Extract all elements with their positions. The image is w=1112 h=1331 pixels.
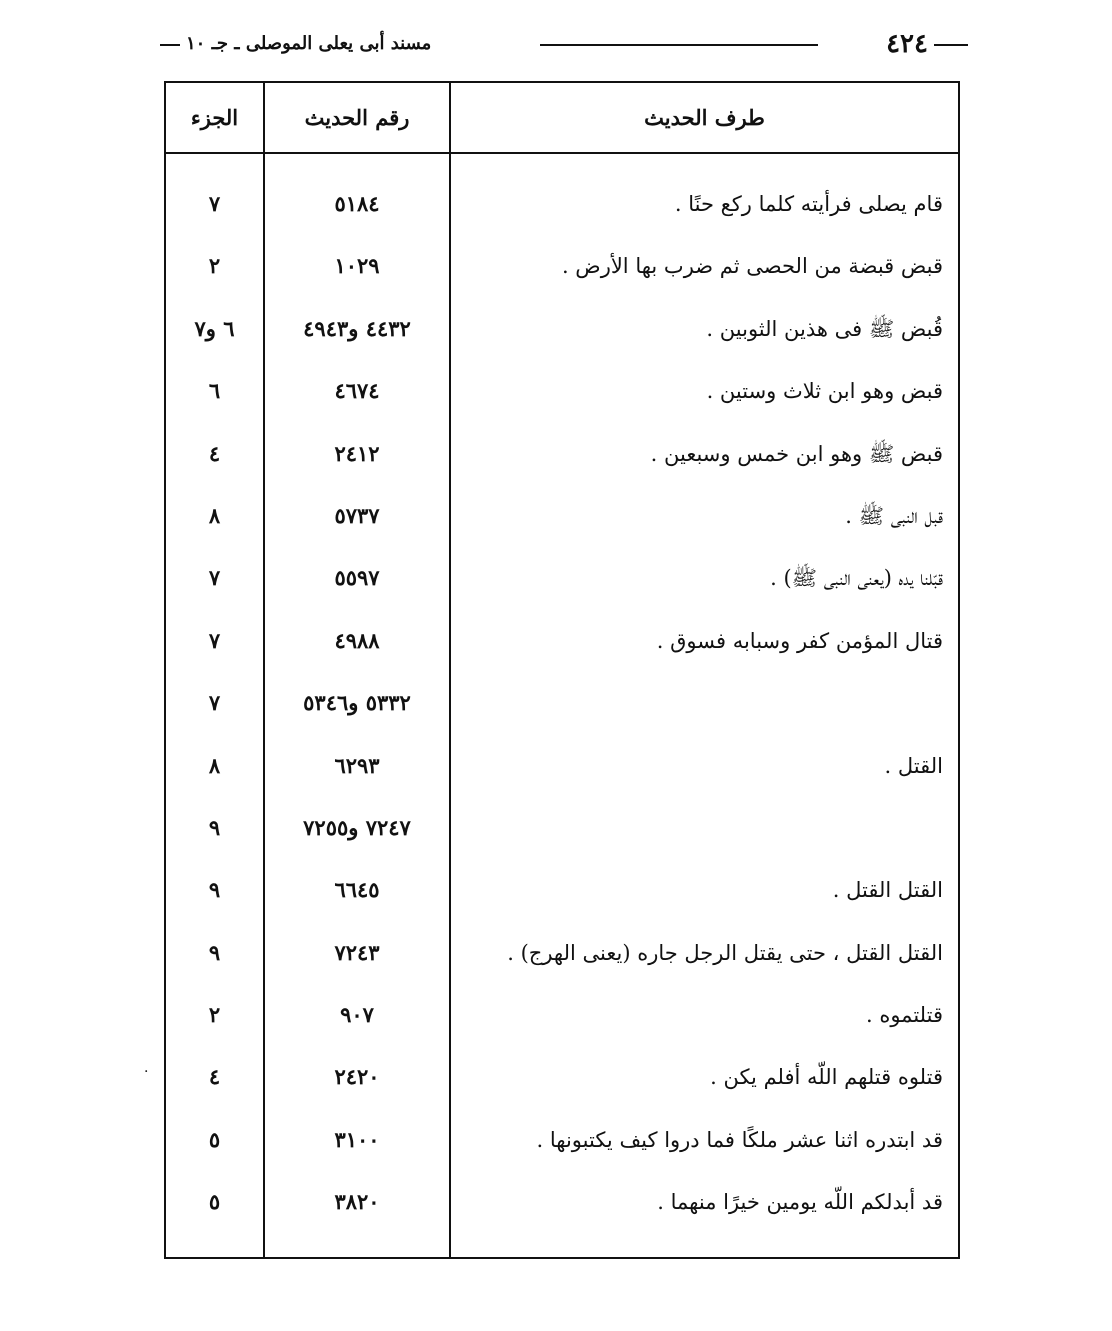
- part-cell: ٤: [208, 440, 221, 466]
- table-row: [166, 547, 958, 609]
- hadith-number-cell: ٤٦٧٤: [334, 378, 380, 404]
- table-row: [166, 360, 958, 422]
- hadith-number-cell: ٢٤٢٠: [334, 1064, 380, 1090]
- hadith-number-cell: ٦٦٤٥: [334, 877, 380, 903]
- part-cell: ٩: [208, 877, 221, 903]
- part-cell: ٥: [208, 1126, 221, 1152]
- part-cell: ٩: [208, 939, 221, 965]
- table-row: [166, 984, 958, 1046]
- hadith-number-cell: ٧٢٤٧ و٧٢٥٥: [303, 814, 411, 840]
- hadith-number-cell: ٦٢٩٣: [334, 752, 380, 778]
- hadith-number-cell: ٣١٠٠: [334, 1126, 380, 1152]
- table-row: [166, 298, 958, 360]
- header-rule-left: [160, 44, 180, 46]
- part-cell: ٧: [208, 627, 221, 653]
- header-rule-middle: [540, 44, 818, 46]
- hadith-number-cell: ٧٢٤٣: [334, 939, 380, 965]
- header-rule-right: [934, 44, 968, 46]
- table-row: [166, 859, 958, 921]
- part-cell: ٨: [208, 752, 221, 778]
- part-cell: ٩: [208, 814, 221, 840]
- part-cell: ٨: [208, 502, 221, 528]
- hadith-index-table: [164, 81, 960, 1259]
- hadith-number-cell: ٤٩٨٨: [334, 627, 380, 653]
- table-row: [166, 672, 958, 734]
- table-row: [166, 1171, 958, 1233]
- header-hadith-number: رقم الحديث: [304, 105, 410, 130]
- hadith-number-cell: ٤٤٣٢ و٤٩٤٣: [303, 315, 411, 341]
- hadith-text-cell: قتلتموه .: [865, 1003, 943, 1028]
- running-header: [160, 26, 968, 62]
- table-row: [166, 797, 958, 859]
- header-divider: [166, 152, 958, 154]
- stray-mark: ·: [144, 1064, 149, 1080]
- hadith-number-cell: ٥٧٣٧: [334, 502, 380, 528]
- table-row: [166, 1109, 958, 1171]
- part-cell: ٧: [208, 191, 221, 216]
- page-number: ٤٢٤: [886, 29, 928, 59]
- table-row: [166, 922, 958, 984]
- part-cell: ٦: [208, 378, 221, 404]
- hadith-text-cell: قُبض ﷺ فى هذين الثوبين .: [706, 316, 943, 341]
- hadith-text-cell: قتال المؤمن كفر وسبابه فسوق .: [656, 628, 943, 653]
- hadith-number-cell: ٥٣٣٢ و٥٣٤٦: [303, 690, 411, 716]
- hadith-text-cell: القتل القتل .: [832, 878, 943, 903]
- part-cell: ٢: [208, 253, 221, 279]
- hadith-number-cell: ٥١٨٤: [334, 191, 380, 216]
- hadith-number-cell: ٥٥٩٧: [334, 565, 380, 591]
- hadith-text-cell: قبض وهو ابن ثلاث وستين .: [706, 379, 943, 404]
- table-row: [166, 173, 958, 235]
- hadith-text-cell: [451, 672, 943, 734]
- table-row: [166, 610, 958, 672]
- table-row: [166, 485, 958, 547]
- hadith-text-cell: قتلوه قتلهم اللّه أفلم يكن .: [710, 1065, 943, 1090]
- hadith-number-cell: ١٠٢٩: [334, 253, 380, 279]
- hadith-text-cell: القتل القتل ، حتى يقتل الرجل جاره (يعنى الهرج) .: [507, 940, 943, 965]
- header-hadith-text: طرف الحديث: [644, 105, 765, 130]
- book-title: مسند أبى يعلى الموصلى ـ جـ ١٠: [186, 33, 432, 54]
- part-cell: ٧: [208, 565, 221, 591]
- part-cell: ٢: [208, 1002, 221, 1028]
- hadith-text-cell: قد أبدلكم اللّه يومين خيرًا منهما .: [657, 1190, 943, 1215]
- hadith-text-cell: [451, 797, 943, 859]
- part-cell: ٦ و٧: [194, 315, 235, 341]
- header-part: الجزء: [190, 105, 239, 130]
- hadith-text-cell: قد ابتدره اثنا عشر ملكًا فما دروا كيف يكتبونها .: [536, 1127, 943, 1152]
- table-row: [166, 735, 958, 797]
- hadith-text-cell: القتل .: [884, 753, 943, 778]
- table-row: [166, 423, 958, 485]
- table-row: [166, 235, 958, 297]
- hadith-text-cell: قبل النبى ﷺ .: [845, 503, 943, 528]
- hadith-number-cell: ٢٤١٢: [334, 440, 380, 466]
- hadith-text-cell: قبض ﷺ وهو ابن خمس وسبعين .: [650, 441, 943, 466]
- hadith-number-cell: ٣٨٢٠: [334, 1189, 380, 1215]
- part-cell: ٧: [208, 690, 221, 716]
- hadith-text-cell: قبّلنا يده (يعنى النبى ﷺ) .: [770, 566, 943, 591]
- part-cell: ٤: [208, 1064, 221, 1090]
- hadith-number-cell: ٩٠٧: [340, 1002, 374, 1028]
- table-body: [166, 173, 958, 1234]
- hadith-text-cell: قبض قبضة من الحصى ثم ضرب بها الأرض .: [561, 254, 943, 279]
- table-row: [166, 1046, 958, 1108]
- part-cell: ٥: [208, 1189, 221, 1215]
- hadith-text-cell: قام يصلى فرأيته كلما ركع حنًا .: [674, 192, 943, 216]
